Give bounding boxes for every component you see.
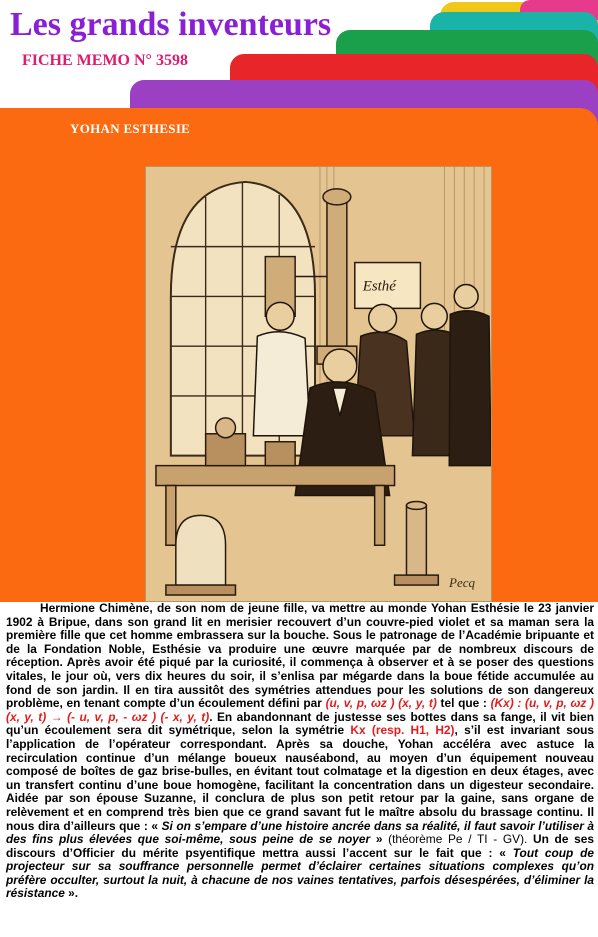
quote-1: Si on s’empare d’une histoire ancrée dans sa réalité, il faut savoir l’utiliser à des fins plus élevées que soi-même, sous peine de se noyer <box>6 818 595 847</box>
laboratory-scene-illustration <box>145 166 492 602</box>
fiche-number: FICHE MEMO N° 3598 <box>22 52 188 69</box>
text-segment: Hermione Chimène, de son nom de jeune fille, va mettre au monde Yohan Esthésie le 23 janvier 1902 à Bripue, dans son grand lit en merisier recouvert d’un couvre-pied violet et sa maman sera la première fille que cet homme embrassera sur la bouche. Sous le patronage de l’Académie bripuante et de la Fondation Noble, Esthésie va produire une œuvre marquée par de nombreux discours de réception. Après avoir été piqué par la curiosité, il commença à observer et à se poser des questions vitales, le jour où, vers dix heures du soir, il s’enlisa par mégarde dans la boue fétide accumulée au fond de son jardin. Il en tira aussitôt des symétries attendues pour les solutions de son dangereux problème, en tenant compte d’un écoulement défini par <box>6 601 594 711</box>
text-segment: , s’il est invariant sous l’application de l’opérateur correspondant. Après sa douche, Yohan accéléra avec astuce la recirculation continue d’un mélange boueux nauséabond, au moyen d’un équipement nouveau composé de boîtes de gaz brise-bulles, en évitant tout colmatage et la digestion en deux étages, avec un transfert continu d’une boue homogène, facilitant la concentration dans un digesteur secondaire. Aidée par son épouse Suzanne, il conclura de plus son petit retour par la gaine, sans organe de relèvement et en comprend très bien que ce grand savant fut le maître absolu du brassage continu. Il nous dira d’ailleurs que : « <box>6 723 595 833</box>
text-segment: ». <box>64 886 79 901</box>
body-paragraph <box>6 602 594 901</box>
text-segment: Un de ses discours d’Officier du mérite psyentifique mettra aussi l’accent sur le fait que : « <box>6 832 594 860</box>
formula-kx: Kx (resp. H1, H2) <box>350 723 455 738</box>
page-title: Les grands inventeurs <box>10 6 332 43</box>
text-segment: . En abandonnant de justesse ses bottes dans sa fange, il vit bien qu’un écoulement sera dit symétrique, selon la symétrie <box>6 709 594 738</box>
board-text: Esthé <box>362 278 396 295</box>
quote-2: Tout coup de projecteur sur sa souffrance personnelle permet d’éclairer certaines situations complexes qu’on préfère occulter, surtout la nuit, à chacune de nos vaines tentatives, parfois désespérées, d’éliminer la résistance <box>6 845 594 901</box>
artist-signature: Pecq <box>449 575 475 590</box>
formula-flow: (u, v, p, ωz ) (x, y, t) <box>325 696 437 711</box>
inventor-name: YOHAN ESTHESIE <box>70 121 191 136</box>
formula-symmetry: (Kx) : (u, v, p, ωz ) (x, y, t) → (- u, v, p, - ωz ) (- x, y, t) <box>6 696 594 724</box>
text-segment: » <box>370 832 389 847</box>
text-segment: tel que : <box>436 696 491 711</box>
body-text <box>6 602 594 901</box>
illustration-drawing <box>146 167 491 601</box>
theorem-reference: (théorème Pe / TI - GV). <box>388 832 528 847</box>
